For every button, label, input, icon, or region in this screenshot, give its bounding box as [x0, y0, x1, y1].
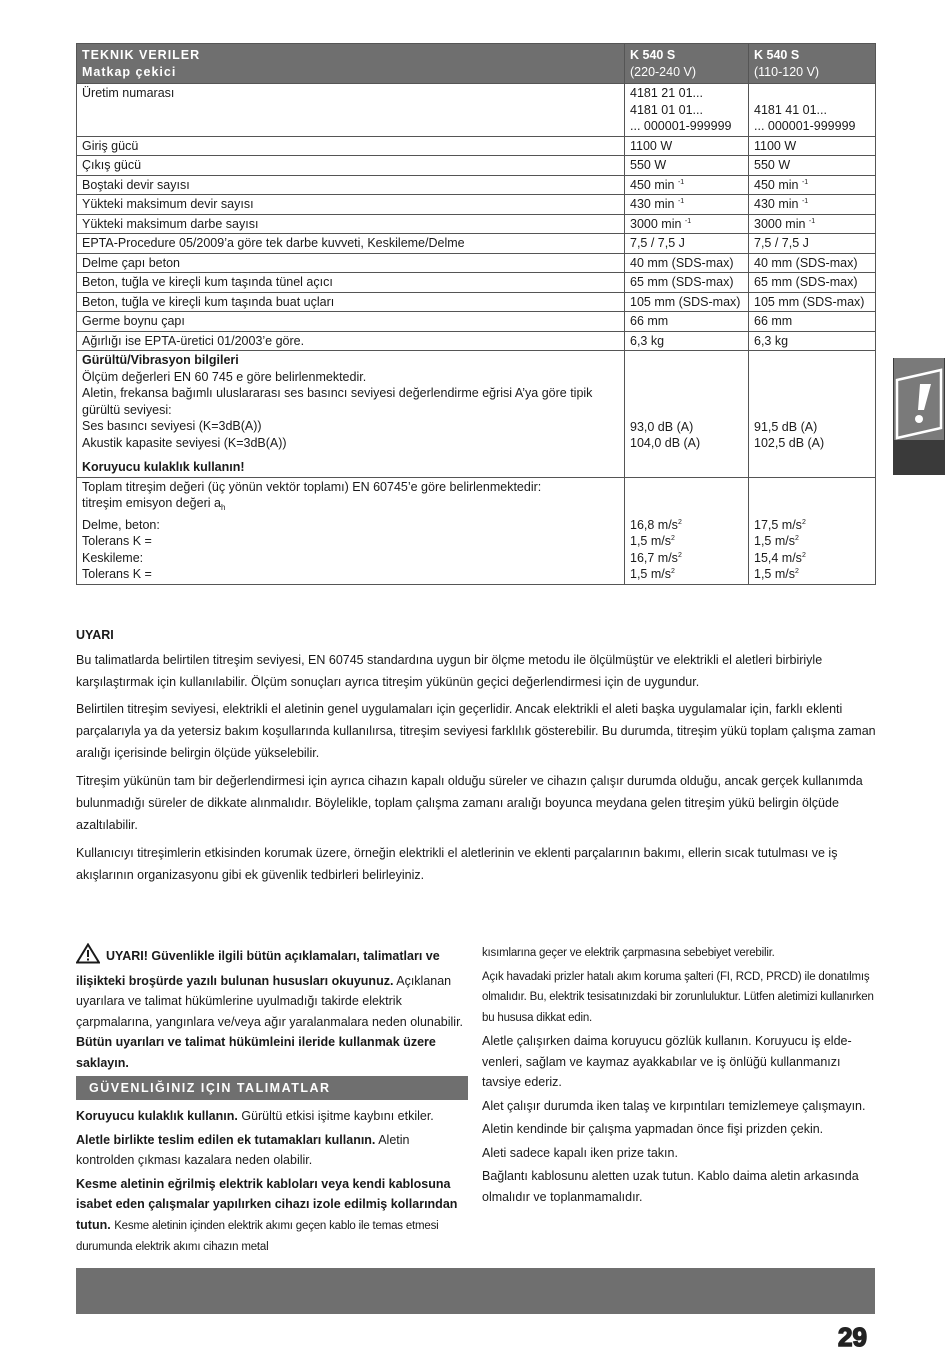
row-value-2: 40 mm (SDS-max) — [749, 253, 876, 273]
safety-warning-bold-2: Bütün uyarıları ve talimat hükümleini ileride kullanmak üzere saklayın. — [76, 1035, 436, 1070]
warning-paragraph-2: Belirtilen titreşim seviyesi, elektrikli el aletinin genel uygulamaları için geçerlidir. Ancak elektrikli el aleti başka uygulamalar için, farklı eklenti parçalarıyla ya da yetersiz bakım koşullarında kullanılırsa, titreşim seviyesi farklılık gösterebilir. Bu durumda, titreşim yükü toplam çalışma zaman aralığı içerisinde belirgin ölçüde yükselebilir. — [76, 702, 876, 760]
row-label: Germe boynu çapı — [77, 312, 625, 332]
table-header-row — [77, 44, 876, 84]
page-number: 29 — [838, 1322, 867, 1352]
row-value-2: 3000 min $^{-1}$ — [749, 214, 876, 234]
row-value-1: 3000 min $^{-1}$ — [625, 214, 749, 234]
table-row — [77, 253, 876, 273]
safety-warning-bold: UYARI! Güvenlikle ilgili bütün açıklamaları, talimatları ve ilişikteki broşürde yazılı bulunan hususları okuyunuz. — [76, 949, 440, 988]
safety-paragraph: Açık havadaki prizler hatalı akım koruma şalteri (FI, RCD, PRCD) ile donatılmış olmalıdır. Bu, elektrik tesisatınızdaki bir zorunluluktur. Lütfen aletimizi kullanırken bu hususa dikkat edin. — [482, 970, 874, 1024]
row-value-1: 450 min $^{-1}$ — [625, 175, 749, 195]
table-row — [77, 292, 876, 312]
row-value-2: 65 mm (SDS-max) — [749, 273, 876, 293]
vibration-value-2: 17,5 $m/s^2$ 1,5 $m/s^2$ 15,4 $m/s^2$ 1,5 $m/s^2$ — [749, 477, 876, 584]
row-value-1: 7,5 / 7,5 J — [625, 234, 749, 254]
footer-bar — [76, 1268, 875, 1314]
noise-value-1: 93,0 dB (A) 104,0 dB (A) — [625, 351, 749, 478]
technical-data-table — [76, 43, 876, 585]
table-title-cell — [77, 44, 625, 84]
exclamation-tab-icon — [894, 358, 944, 440]
warning-heading: UYARI — [76, 628, 114, 642]
table-row — [77, 312, 876, 332]
row-value-1: 105 mm (SDS-max) — [625, 292, 749, 312]
row-value-2: 6,3 kg — [749, 331, 876, 351]
table-row-production — [77, 84, 876, 137]
row-label: Ağırlığı ise EPTA-üretici 01/2003’e göre. — [77, 331, 625, 351]
safety-paragraph: Alet çalışır durumda iken talaş ve kırpıntıları temizlemeye çalışmayın. — [482, 1098, 866, 1113]
row-label: EPTA-Procedure 05/2009’a göre tek darbe kuvveti, Keskileme/Delme — [77, 234, 625, 254]
row-value-1: 4181 21 01... 4181 01 01... ... 000001-999999 — [625, 84, 749, 137]
noise-label-cell: Gürültü/Vibrasyon bilgileri Ölçüm değerleri EN 60 745 e göre belirlenmektedir. Aletin, frekansa bağımlı uluslararası ses basıncı seviyesi değerlendirme eğrisi A’ya göre tipik gürültü seviyesi: Ses basıncı seviyesi (K=3dB(A)) Akustik kapasite seviyesi (K=3dB(A)) Koruyucu kulaklık kullanın! — [77, 351, 625, 478]
safety-paragraph: Aletle çalışırken daima koruyucu gözlük kullanın. Koruyucu iş eldevenleri, sağlam ve kaymaz ayakkabılar ve iş önlüğü kullanmanızı tavsiye ederiz. — [482, 1034, 852, 1089]
row-value-2: 7,5 / 7,5 J — [749, 234, 876, 254]
row-value-1: 430 min $^{-1}$ — [625, 195, 749, 215]
vibration-label-cell: Toplam titreşim değeri (üç yönün vektör toplamı) EN 60745’e göre belirlenmektedir: titreşim emisyon değeri $a_h$ Delme, beton: Tolerans K = Keskileme: Tolerans K = — [77, 477, 625, 584]
row-label: Beton, tuğla ve kireçli kum taşında tünel açıcı — [77, 273, 625, 293]
row-label: Üretim numarası — [77, 84, 625, 137]
table-subtitle: Matkap çekici — [82, 64, 177, 79]
safety-paragraph: kısımlarına geçer ve elektrik çarpmasına sebebiyet verebilir. — [482, 947, 775, 959]
row-value-2: 1100 W — [749, 136, 876, 156]
table-row — [77, 136, 876, 156]
row-value-2: 550 W — [749, 156, 876, 176]
model-1-header: K 540 S (220-240 V) — [625, 44, 749, 84]
table-row — [77, 234, 876, 254]
safety-paragraph: Aleti sadece kapalı iken prize takın. — [482, 1145, 678, 1160]
side-tab — [893, 358, 945, 475]
model-2-header: K 540 S (110-120 V) — [749, 44, 876, 84]
table-row — [77, 175, 876, 195]
row-value-2: 105 mm (SDS-max) — [749, 292, 876, 312]
section-title-bar: GÜVENLIĞINIZ IÇIN TALIMATLAR — [76, 1076, 468, 1100]
row-label: Yükteki maksimum darbe sayısı — [77, 214, 625, 234]
row-value-1: 1100 W — [625, 136, 749, 156]
row-value-2: 430 min $^{-1}$ — [749, 195, 876, 215]
safety-paragraph: Bağlantı kablosunu aletten uzak tutun. Kablo daima aletin arkasında olmalıdır ve toplanmamalıdır. — [482, 1169, 859, 1204]
row-label: Boştaki devir sayısı — [77, 175, 625, 195]
row-label: Yükteki maksimum devir sayısı — [77, 195, 625, 215]
row-value-2: 450 min $^{-1}$ — [749, 175, 876, 195]
warning-paragraph-1: Bu talimatlarda belirtilen titreşim seviyesi, EN 60745 standardına uygun bir ölçme metodu ile ölçülmüştür ve elektrikli el aletleri birbiriyle karşılaştırmak için kullanılabilir. Ölçüm sonuçları ayrıca titreşim yükünün geçici değerlendirmesi için de uygundur. — [76, 653, 823, 689]
warning-triangle-icon — [76, 943, 100, 971]
row-label: Giriş gücü — [77, 136, 625, 156]
row-value-1: 40 mm (SDS-max) — [625, 253, 749, 273]
row-value-1: 6,3 kg — [625, 331, 749, 351]
vibration-value-1: 16,8 $m/s^2$ 1,5 $m/s^2$ 16,7 $m/s^2$ 1,5 $m/s^2$ — [625, 477, 749, 584]
row-value-1: 66 mm — [625, 312, 749, 332]
noise-value-2: 91,5 dB (A) 102,5 dB (A) — [749, 351, 876, 478]
table-row — [77, 273, 876, 293]
table-row — [77, 195, 876, 215]
table-row-vibration — [77, 477, 876, 584]
safety-right-column — [482, 943, 874, 1210]
safety-left-column: UYARI! Güvenlikle ilgili bütün açıklamaları, talimatları ve ilişikteki broşürde yazılı bulunan hususları okuyunuz. Açıklanan uyarılara ve talimat hükümlerine uyulmadığı takirde elektrik çarpmalarına, yangınlara ve/veya ağır yaralanmalara neden olunabilir. Bütün uyarıları ve talimat hükümleini ileride kullanmak üzere saklayın. GÜVENLIĞINIZ IÇIN TALIMATLAR Koruyucu kulaklık kullanın. Gürültü etkisi işitme kaybını etkiler. Aletle birlikte teslim edilen ek tutamakları kullanın. Aletin kontrolden çıkması kazalara neden olabilir. Kesme aletinin eğrilmiş elektrik kabloları veya kendi kablosuna isabet eden çalışmalar yapılırken cihazı izole edilmiş kollarından tutun. Kesme aletinin içinden elektrik akımı geçen kablo ile temas etmesi durumunda elektrik akımı cihazın metal — [76, 943, 468, 1261]
safety-paragraph: Aletin kendinde bir çalışma yapmadan önce fişi prizden çekin. — [482, 1122, 824, 1136]
table-row — [77, 214, 876, 234]
table-row — [77, 156, 876, 176]
table-title: TEKNIK VERILER — [82, 48, 201, 62]
row-value-1: 550 W — [625, 156, 749, 176]
table-row — [77, 331, 876, 351]
row-value-1: 65 mm (SDS-max) — [625, 273, 749, 293]
warning-paragraph-4: Kullanıcıyı titreşimlerin etkisinden korumak üzere, örneğin elektrikli el aletlerinin ve eklenti parçalarının bakımı, ellerin sıcak tutulması ve iş akışlarının organizasyonu gibi ek güvenlik tedbirleri belirleyiniz. — [76, 846, 838, 882]
row-label: Çıkış gücü — [77, 156, 625, 176]
row-label: Beton, tuğla ve kireçli kum taşında buat uçları — [77, 292, 625, 312]
warning-paragraph-3: Titreşim yükünün tam bir değerlendirmesi için ayrıca cihazın kapalı olduğu süreler ve cihazın çalışır durumda olduğu, ancak gerçek kullanımda bulunmadığı süreler de dikkate alınmalıdır. Böylelikle, toplam çalışma zamanı aralığı boyunca meydana gelen titreşim yükü belirgin ölçüde azaltılabilir. — [76, 774, 863, 832]
safety-warning-text: Açıklanan uyarılara ve talimat hükümlerine uyulmadığı takirde elektrik çarpmalarına, yangınlara ve/veya ağır yaralanmalara neden olunabilir. — [76, 973, 464, 1029]
row-value-2: 4181 41 01... ... 000001-999999 — [749, 84, 876, 137]
row-label: Delme çapı beton — [77, 253, 625, 273]
table-row-noise — [77, 351, 876, 478]
row-value-2: 66 mm — [749, 312, 876, 332]
